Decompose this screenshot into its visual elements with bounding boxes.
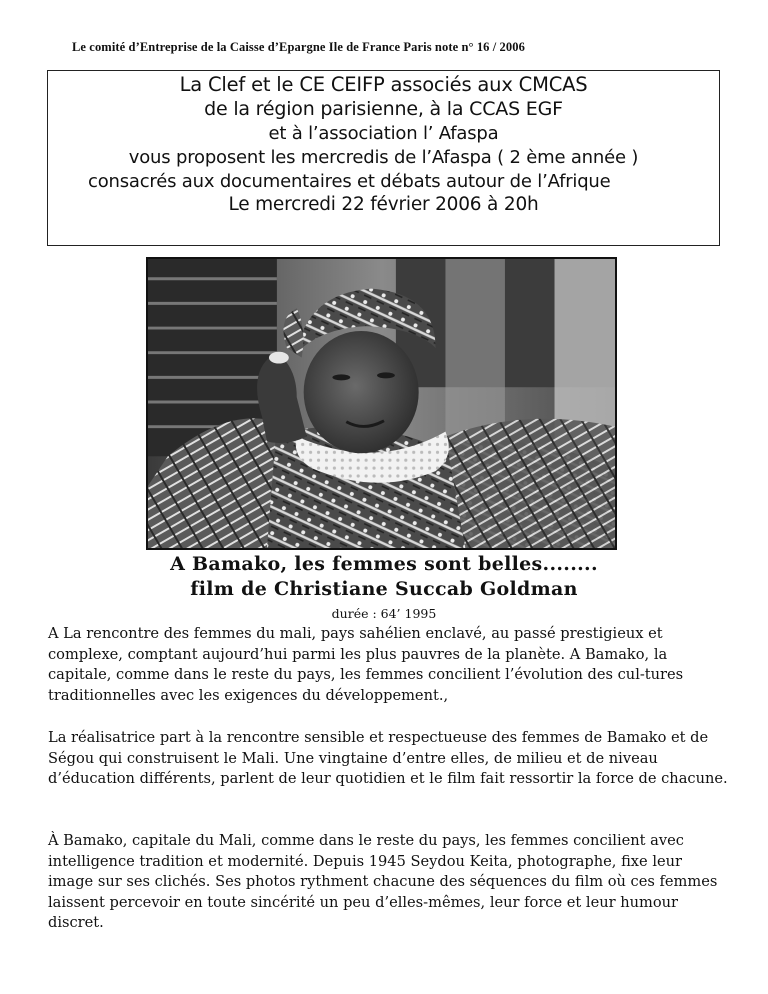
body-paragraph: La réalisatrice part à la rencontre sensible et respectueuse des femmes de Bamako et de Ségou qui construisent le Mali. Une vingtaine d’entre elles, de milieu et de niveau d’éducation différents, parlent de leur quotidien et le film fait ressortir la force de chacune. bbox=[48, 729, 728, 787]
film-photo bbox=[146, 257, 617, 550]
film-duration: durée : 64’ 1995 bbox=[331, 606, 437, 621]
body-paragraph: À Bamako, capitale du Mali, comme dans le reste du pays, les femmes concilient avec intelligence tradition et modernité. Depuis 1945 Seydou Keita, photographe, fixe leur image sur ses clichés. Ses photos rythment chacune des séquences du film où ces femmes laissent percevoir en toute sincérité un peu d’elles-mêmes, leur force et leur humour discret. bbox=[48, 832, 718, 931]
film-title: A Bamako, les femmes sont belles........ bbox=[170, 553, 598, 575]
announcement-line: La Clef et le CE CEIFP associés aux CMCAS bbox=[179, 73, 588, 96]
newsletter-header: Le comité d’Entreprise de la Caisse d’Epargne Ile de France Paris note n° 16 / 2006 bbox=[72, 40, 525, 54]
body-paragraph: A La rencontre des femmes du mali, pays sahélien enclavé, au passé prestigieux et complexe, comptant aujourd’hui parmi les plus pauvres de la planète. A Bamako, la capitale, comme dans le reste du pays, les femmes concilient l’évolution des cul-tures traditionnelles avec les exigences du développement., bbox=[48, 625, 684, 704]
announcement-date: Le mercredi 22 février 2006 à 20h bbox=[228, 194, 539, 215]
announcement-line: de la région parisienne, à la CCAS EGF bbox=[204, 98, 563, 120]
announcement-line: consacrés aux documentaires et débats autour de l’Afrique bbox=[88, 171, 611, 192]
portrait-image bbox=[148, 259, 615, 548]
film-director: film de Christiane Succab Goldman bbox=[190, 578, 578, 600]
announcement-box bbox=[47, 70, 720, 246]
announcement-line: vous proposent les mercredis de l’Afaspa ( 2 ème année ) bbox=[128, 147, 639, 168]
announcement-line: et à l’association l’ Afaspa bbox=[268, 123, 499, 144]
